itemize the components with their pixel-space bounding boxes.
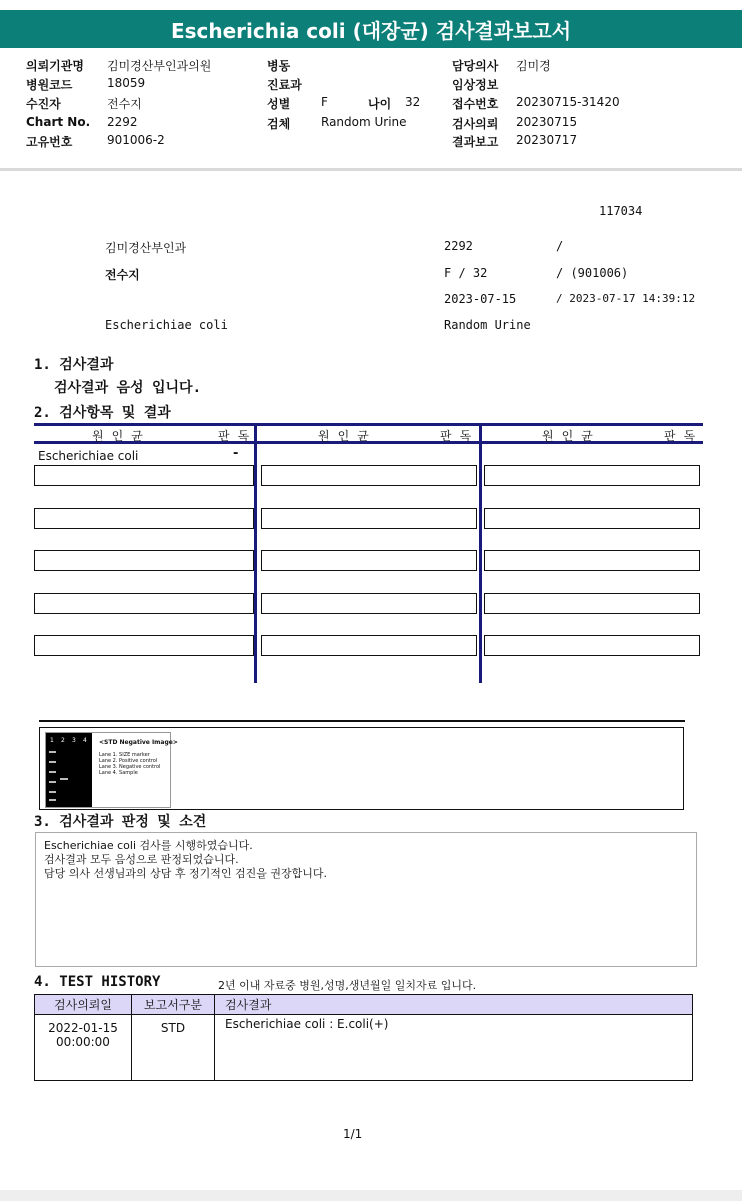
value-doctor: 김미경	[516, 59, 551, 73]
history-time: 00:00:00	[56, 1035, 110, 1049]
table-col-divider-1	[254, 424, 257, 683]
result-organism-name: Escherichiae coli	[38, 449, 139, 463]
gel-lanes	[46, 733, 92, 807]
result-cell	[484, 593, 700, 614]
history-note: 2년 이내 자료중 병원,성명,생년월일 일치자료 입니다.	[218, 979, 477, 992]
table-top-rule	[34, 423, 703, 426]
label-receipt-no: 접수번호	[452, 97, 499, 111]
label-age: 나이	[368, 97, 392, 111]
history-result: Escherichiae coli : E.coli(+)	[215, 1015, 693, 1081]
opinion-line: 검사결과 모두 음성으로 판정되었습니다.	[44, 853, 239, 866]
label-clinical-info: 임상정보	[452, 78, 499, 92]
info-code: 117034	[599, 204, 643, 218]
history-header-result: 검사결과	[215, 995, 693, 1015]
opinion-box	[35, 832, 697, 967]
result-cell	[261, 593, 477, 614]
result-cell	[484, 465, 700, 486]
result-cell	[34, 465, 254, 486]
result-judgement: -	[233, 446, 239, 461]
page-number: 1/1	[343, 1127, 363, 1141]
lane-number: 2	[61, 737, 65, 744]
gel-caption-title: <STD Negative Image>	[99, 739, 178, 746]
result-cell	[34, 550, 254, 571]
table-col-divider-2	[479, 424, 482, 683]
value-age: 32	[405, 95, 421, 109]
result-cell	[261, 465, 477, 486]
info-clinic: 김미경산부인과	[105, 241, 187, 255]
value-patient: 전수지	[107, 97, 142, 111]
report-title: Escherichia coli (대장균) 검사결과보고서	[0, 10, 742, 48]
section3-title: 3. 검사결과 판정 및 소견	[34, 814, 207, 830]
label-doctor: 담당의사	[452, 59, 499, 73]
value-result-report: 20230717	[516, 133, 578, 147]
col-header-judge-2: 판독	[440, 429, 480, 443]
opinion-line: 담당 의사 선생님과의 상담 후 정기적인 검진을 권장합니다.	[44, 867, 327, 880]
col-header-judge-3: 판독	[664, 429, 704, 443]
section1-title: 1. 검사결과	[34, 357, 114, 373]
result-cell	[261, 550, 477, 571]
lane-number: 1	[50, 737, 54, 744]
marker-band	[49, 751, 56, 753]
label-sex: 성별	[267, 97, 291, 111]
lane-number: 3	[72, 737, 76, 744]
label-patient: 수진자	[26, 97, 61, 111]
gel-image	[45, 732, 178, 808]
image-top-rule	[39, 720, 685, 722]
value-receipt-no: 20230715-31420	[516, 95, 620, 109]
result-cell	[261, 508, 477, 529]
col-header-judge-1: 판독	[218, 429, 258, 443]
info-slash: /	[556, 239, 564, 253]
positive-control-band	[60, 778, 68, 780]
info-date-requested: 2023-07-15	[444, 292, 517, 306]
history-date-cell	[35, 1015, 132, 1081]
value-requesting-org: 김미경산부인과의원	[107, 59, 212, 73]
history-date: 2022-01-15	[48, 1021, 118, 1035]
col-header-organism-1: 원인균	[92, 429, 151, 443]
label-ward: 병동	[267, 59, 291, 73]
value-unique-no: 901006-2	[107, 133, 165, 147]
value-specimen: Random Urine	[321, 115, 407, 129]
result-cell	[484, 508, 700, 529]
value-test-request: 20230715	[516, 115, 578, 129]
result-cell	[34, 593, 254, 614]
marker-band	[49, 771, 56, 773]
label-chart-no: Chart No.	[26, 115, 91, 129]
label-result-report: 결과보고	[452, 135, 499, 149]
result-cell	[34, 635, 254, 656]
value-sex: F	[321, 95, 328, 109]
section1-result-text: 검사결과 음성 입니다.	[54, 380, 202, 396]
label-requesting-org: 의뢰기관명	[26, 59, 84, 73]
section4-title: 4. TEST HISTORY	[34, 974, 161, 990]
info-chart: 2292	[444, 239, 473, 253]
result-cell	[34, 508, 254, 529]
col-header-organism-2: 원인균	[318, 429, 377, 443]
info-birth: / (901006)	[556, 266, 629, 280]
result-cell	[484, 550, 700, 571]
col-header-organism-3: 원인균	[542, 429, 601, 443]
label-test-request: 검사의뢰	[452, 117, 499, 131]
marker-band	[49, 799, 56, 801]
result-cell	[261, 635, 477, 656]
history-type: STD	[132, 1015, 215, 1081]
info-test-name: Escherichiae coli	[105, 318, 228, 332]
page-bottom-band	[0, 1190, 742, 1201]
result-cell	[484, 635, 700, 656]
value-chart-no: 2292	[107, 115, 138, 129]
marker-band	[49, 781, 56, 783]
section2-title: 2. 검사항목 및 결과	[34, 405, 171, 421]
opinion-line: Escherichiae coli 검사를 시행하였습니다.	[44, 839, 253, 852]
label-unique-no: 고유번호	[26, 135, 73, 149]
gel-caption-line: Lane 3. Negative control	[99, 764, 161, 770]
gel-caption-line: Lane 2. Positive control	[99, 758, 158, 764]
label-hospital-code: 병원코드	[26, 78, 73, 92]
history-header-type: 보고서구분	[132, 995, 215, 1015]
label-department: 진료과	[267, 78, 302, 92]
history-header-date: 검사의뢰일	[35, 995, 132, 1015]
info-patient: 전수지	[105, 268, 140, 282]
lane-number: 4	[83, 737, 87, 744]
info-specimen: Random Urine	[444, 318, 531, 332]
info-date-reported: / 2023-07-17 14:39:12	[556, 292, 696, 305]
table-row	[35, 1015, 693, 1081]
history-table	[34, 994, 693, 1081]
value-hospital-code: 18059	[107, 76, 146, 90]
gel-caption-line: Lane 4. Sample	[99, 770, 138, 776]
label-specimen: 검체	[267, 117, 291, 131]
info-sex-age: F / 32	[444, 266, 488, 280]
marker-band	[49, 791, 56, 793]
gel-caption-line: Lane 1. SIZE marker	[99, 752, 150, 758]
marker-band	[49, 761, 56, 763]
header-divider	[0, 168, 742, 171]
